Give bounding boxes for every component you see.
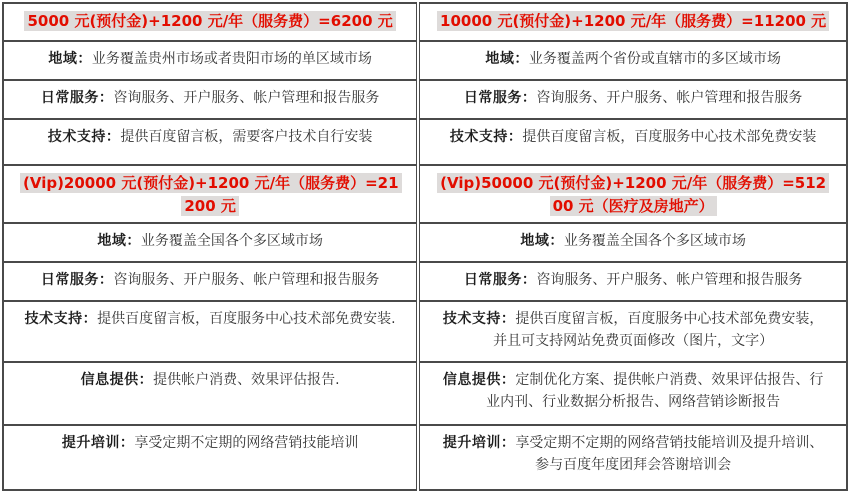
row-vip-info	[3, 362, 847, 425]
vip-tech-support-right	[418, 301, 847, 362]
basic-tech-support-right-label: 技术支持：	[449, 129, 523, 145]
basic-price-left-text: 5000 元(预付金)+1200 元/年（服务费）=6200 元	[24, 11, 395, 31]
vip-region-left-text: 业务覆盖全国各个多区域市场	[140, 233, 323, 249]
vip-price-right	[418, 165, 847, 223]
row-basic-region	[3, 41, 847, 80]
vip-info-right	[418, 362, 847, 425]
basic-tech-support-left	[3, 119, 418, 165]
vip-training-right	[418, 425, 847, 490]
basic-region-right-text: 业务覆盖两个省份或直辖市的多区域市场	[528, 51, 781, 67]
vip-tech-support-left	[3, 301, 418, 362]
basic-price-right	[418, 3, 847, 41]
row-vip-region	[3, 223, 847, 262]
basic-region-left-text: 业务覆盖贵州市场或者贵阳市场的单区域市场	[91, 51, 372, 67]
basic-price-left	[3, 3, 418, 41]
vip-training-left-label: 提升培训：	[61, 435, 135, 451]
vip-tech-support-left-text: 提供百度留言板，百度服务中心技术部免费安装.	[97, 311, 396, 327]
vip-daily-service-right-text: 咨询服务、开户服务、帐户管理和报告服务	[536, 272, 803, 288]
row-vip-price	[3, 165, 847, 223]
vip-info-right-label: 信息提供：	[442, 372, 516, 388]
vip-daily-service-right	[418, 262, 847, 301]
basic-tech-support-left-label: 技术支持：	[47, 129, 121, 145]
vip-price-left	[3, 165, 418, 223]
vip-info-left-text: 提供帐户消费、效果评估报告.	[153, 372, 340, 388]
basic-price-right-text: 10000 元(预付金)+1200 元/年（服务费）=11200 元	[437, 11, 829, 31]
vip-region-right-label: 地域：	[520, 233, 564, 249]
pricing-table	[2, 2, 848, 491]
basic-daily-service-left-label: 日常服务：	[40, 90, 114, 106]
basic-tech-support-left-text: 提供百度留言板，需要客户技术自行安装	[120, 129, 373, 145]
vip-tech-support-right-label: 技术支持：	[442, 311, 516, 327]
basic-daily-service-left	[3, 80, 418, 119]
vip-daily-service-left-text: 咨询服务、开户服务、帐户管理和报告服务	[113, 272, 380, 288]
vip-price-left-text: (Vip)20000 元(预付金)+1200 元/年（服务费）=21200 元	[20, 173, 402, 216]
vip-region-right	[418, 223, 847, 262]
vip-training-right-label: 提升培训：	[442, 435, 516, 451]
row-basic-price	[3, 3, 847, 41]
vip-training-right-text: 享受定期不定期的网络营销技能培训及提升培训、参与百度年度团拜会答谢培训会	[515, 435, 824, 473]
vip-training-left-text: 享受定期不定期的网络营销技能培训	[134, 435, 359, 451]
basic-tech-support-right	[418, 119, 847, 165]
vip-training-left	[3, 425, 418, 490]
vip-daily-service-left	[3, 262, 418, 301]
basic-region-left	[3, 41, 418, 80]
vip-region-left	[3, 223, 418, 262]
vip-info-left	[3, 362, 418, 425]
vip-info-right-text: 定制优化方案、提供帐户消费、效果评估报告、行业内刊、行业数据分析报告、网络营销诊断报告	[486, 372, 824, 410]
basic-region-left-label: 地域：	[48, 51, 92, 67]
vip-daily-service-left-label: 日常服务：	[40, 272, 114, 288]
vip-daily-service-right-label: 日常服务：	[463, 272, 537, 288]
basic-daily-service-right	[418, 80, 847, 119]
row-vip-daily-service	[3, 262, 847, 301]
vip-region-left-label: 地域：	[97, 233, 141, 249]
vip-price-right-text: (Vip)50000 元(预付金)+1200 元/年（服务费）=51200 元（医疗及房地产）	[437, 173, 829, 216]
basic-tech-support-right-text: 提供百度留言板，百度服务中心技术部免费安装	[522, 129, 817, 145]
basic-region-right-label: 地域：	[485, 51, 529, 67]
vip-tech-support-right-text: 提供百度留言板，百度服务中心技术部免费安装，并且可支持网站免费页面修改（图片，文字）	[493, 311, 824, 349]
vip-tech-support-left-label: 技术支持：	[24, 311, 98, 327]
basic-daily-service-right-label: 日常服务：	[463, 90, 537, 106]
row-vip-training	[3, 425, 847, 490]
basic-daily-service-left-text: 咨询服务、开户服务、帐户管理和报告服务	[113, 90, 380, 106]
row-basic-daily-service	[3, 80, 847, 119]
row-vip-tech-support	[3, 301, 847, 362]
basic-daily-service-right-text: 咨询服务、开户服务、帐户管理和报告服务	[536, 90, 803, 106]
row-basic-tech-support	[3, 119, 847, 165]
vip-region-right-text: 业务覆盖全国各个多区域市场	[563, 233, 746, 249]
basic-region-right	[418, 41, 847, 80]
vip-info-left-label: 信息提供：	[80, 372, 154, 388]
